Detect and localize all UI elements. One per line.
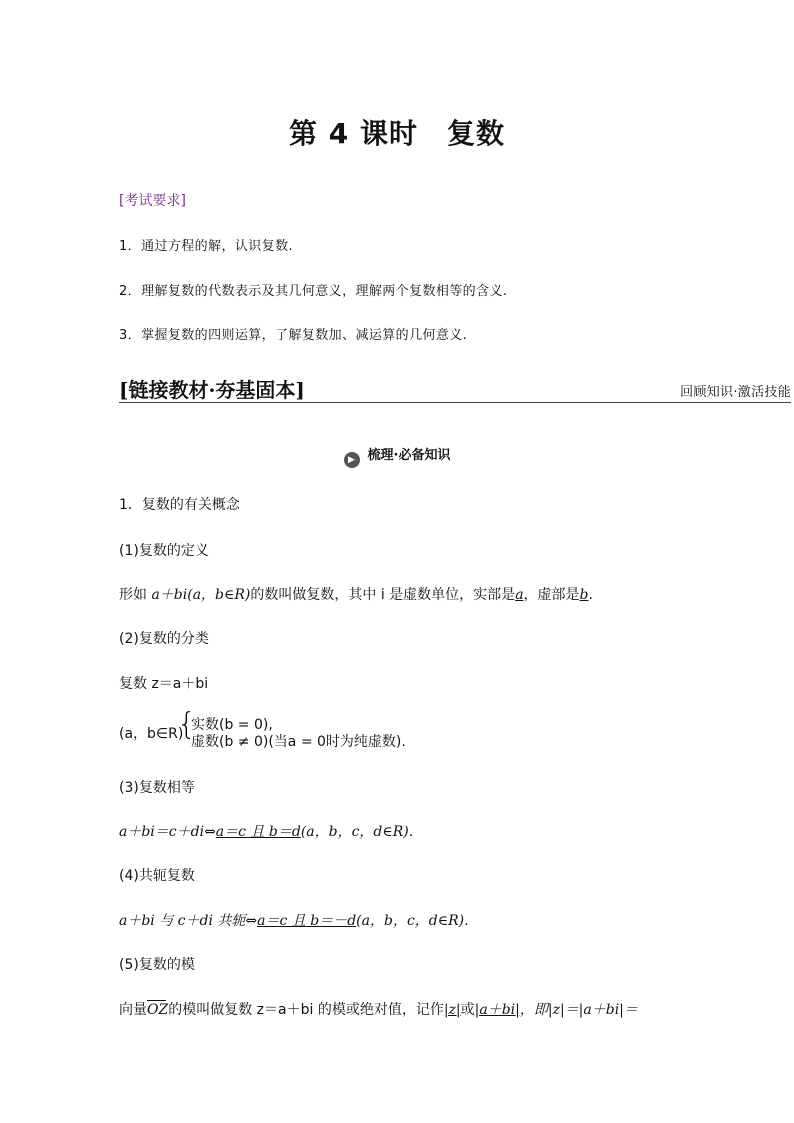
answer-condition: a＝c 且 b＝－d: [257, 913, 357, 929]
text: .: [588, 587, 593, 603]
math-expr: ，即|z|＝|a＋bi|＝: [519, 1002, 638, 1018]
modulus-heading: (5)复数的模: [119, 957, 195, 973]
requirement-item: 2．理解复数的代数表示及其几何意义，理解两个复数相等的含义.: [119, 284, 508, 299]
answer-imag-part: b: [579, 587, 589, 603]
answer-condition: a＝c 且 b＝d: [215, 824, 301, 840]
answer-real-part: a: [515, 587, 524, 603]
requirement-item: 3．掌握复数的四则运算，了解复数加、减运算的几何意义.: [119, 328, 468, 343]
definition-heading: (1)复数的定义: [119, 543, 209, 559]
section-subtitle: 回顾知识·激活技能: [680, 385, 791, 400]
text: 或: [460, 1002, 475, 1018]
section-header: [119, 372, 791, 403]
requirement-item: 1．通过方程的解，认识复数.: [119, 239, 294, 254]
left-brace: {: [177, 707, 197, 742]
text: 的模叫做复数 z＝a＋bi 的模或绝对值，记作: [168, 1002, 444, 1018]
definition-text: [119, 584, 593, 604]
equality-text: [119, 821, 413, 841]
math-expr: (a，b，c，d∈R).: [300, 824, 414, 840]
text: ，虚部是: [523, 587, 580, 603]
math-expr: a＋bi(a，b∈R): [151, 587, 251, 603]
answer-modulus: |a＋bi|: [474, 1002, 520, 1018]
exam-requirements-tag: [考试要求]: [119, 193, 186, 209]
real-number-case: 实数(b = 0),: [191, 717, 273, 733]
text: 的数叫做复数，其中 i 是虚数单位，实部是: [250, 587, 516, 603]
page-title: 第 4 课时 复数: [289, 117, 505, 150]
conjugate-heading: (4)共轭复数: [119, 868, 195, 884]
text: 形如: [119, 587, 152, 603]
heading-1: 1．复数的有关概念: [119, 497, 240, 513]
math-expr: a＋bi＝c＋di⇔: [119, 824, 216, 840]
math-expr: a＋bi 与 c＋di 共轭⇔: [119, 913, 258, 929]
modulus-text: [119, 999, 638, 1019]
classification-heading: (2)复数的分类: [119, 631, 209, 647]
brace-prefix: (a，b∈R): [119, 726, 184, 742]
conjugate-text: [119, 910, 469, 930]
answer-modulus: |z|: [443, 1002, 461, 1018]
vector-oz: OZ: [147, 1002, 169, 1018]
subsection-title: 梳理·必备知识: [367, 448, 451, 463]
play-circle-icon: ▶: [344, 452, 360, 468]
subsection-heading: [0, 444, 794, 468]
section-title: [链接教材·夯基固本]: [119, 378, 305, 402]
classification-line: 复数 z＝a＋bi: [119, 676, 209, 692]
equality-heading: (3)复数相等: [119, 780, 195, 796]
imaginary-number-case: 虚数(b ≠ 0)(当a = 0时为纯虚数).: [191, 734, 406, 750]
math-expr: (a，b，c，d∈R).: [356, 913, 469, 929]
text: 向量: [119, 1002, 147, 1018]
